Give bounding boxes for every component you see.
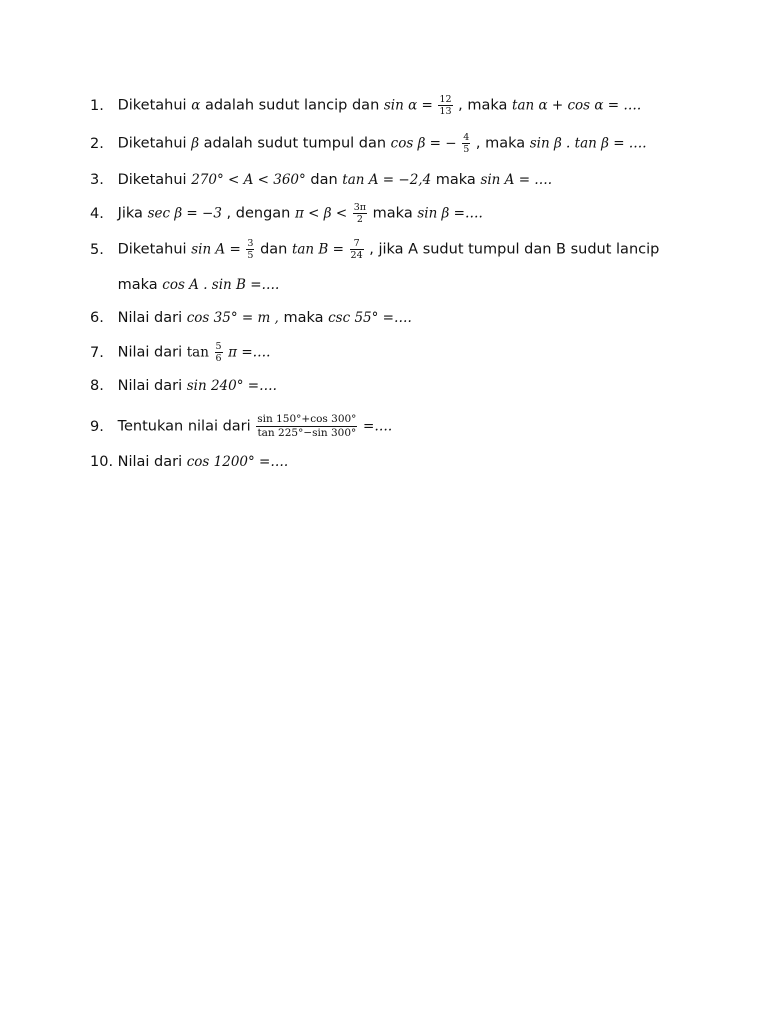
math-expression: α	[191, 97, 201, 114]
math-expression: sin 240° =….	[186, 378, 277, 394]
problem-text: Diketahui	[117, 172, 192, 188]
fraction	[350, 238, 364, 261]
math-expression: sin A =	[191, 241, 241, 258]
problem-text: maka	[435, 172, 481, 188]
problem-number: 8.	[90, 378, 104, 394]
problem-6	[90, 308, 710, 328]
math-expression: cos A . sin B =….	[162, 277, 280, 293]
fraction-numerator: 12	[439, 94, 452, 105]
fraction	[462, 132, 470, 155]
fraction	[215, 341, 223, 364]
problem-5-continuation	[90, 275, 710, 295]
math-expression: tan	[186, 344, 209, 361]
math-expression: sin α =	[383, 97, 433, 114]
problem-number: 10.	[90, 454, 114, 470]
math-expression: sin β =….	[417, 205, 483, 222]
problem-text: , dengan	[226, 205, 295, 222]
problem-2	[90, 132, 710, 155]
problem-text: Jika	[117, 205, 148, 222]
fraction-denominator: 2	[356, 214, 363, 225]
problem-number: 9.	[90, 418, 104, 435]
problem-number: 2.	[90, 135, 104, 152]
problem-text: Diketahui	[117, 135, 192, 152]
math-expression: β	[191, 135, 200, 152]
problem-text: Nilai dari	[117, 310, 187, 326]
math-expression: cos 1200° =….	[186, 454, 289, 470]
fraction-numerator: 4	[463, 132, 470, 143]
problem-text: dan	[260, 241, 292, 258]
problem-9	[90, 413, 710, 440]
fraction	[246, 238, 254, 261]
fraction	[353, 202, 367, 225]
problem-text: Diketahui	[117, 241, 192, 258]
fraction-numerator: 3	[247, 238, 254, 249]
problem-text: , maka	[458, 97, 513, 114]
problem-number: 1.	[90, 97, 104, 114]
fraction-denominator: 5	[247, 250, 254, 261]
fraction-numerator: 7	[350, 238, 364, 250]
math-expression: sin β . tan β = ….	[529, 135, 647, 152]
problem-text: adalah sudut tumpul dan	[203, 135, 391, 152]
problem-text: , jika A sudut tumpul dan B sudut lancip	[369, 241, 660, 258]
fraction-numerator: sin 150°+cos 300°	[257, 413, 357, 425]
math-expression: =….	[363, 418, 393, 435]
fraction	[256, 413, 357, 440]
problem-text: Nilai dari	[117, 378, 187, 394]
problem-text: dan	[310, 172, 343, 188]
problem-text: , maka	[475, 135, 530, 152]
fraction-denominator: tan 225°−sin 300°	[257, 427, 357, 439]
problem-text: Tentukan nilai dari	[117, 418, 256, 435]
problem-4	[90, 202, 710, 225]
math-expression: π =….	[228, 344, 271, 361]
fraction-denominator: 24	[350, 250, 363, 261]
fraction-denominator: 5	[463, 144, 470, 155]
math-expression: sin A = ….	[480, 172, 553, 188]
fraction-denominator: 13	[439, 106, 452, 117]
problem-number: 3.	[90, 172, 104, 188]
math-expression: tan B =	[291, 241, 344, 258]
problem-text: Nilai dari	[117, 454, 187, 470]
math-expression: 270° < A < 360°	[191, 172, 306, 188]
problem-text: Diketahui	[117, 97, 192, 114]
fraction-denominator: 6	[215, 353, 222, 364]
problem-8	[90, 376, 710, 396]
math-expression: cos β = −	[390, 135, 457, 152]
problem-number: 4.	[90, 205, 104, 222]
math-expression: tan α + cos α = ….	[512, 97, 642, 114]
problem-text: maka	[372, 205, 418, 222]
problem-number: 7.	[90, 344, 104, 361]
math-expression: sec β = −3	[147, 205, 222, 222]
problem-number: 6.	[90, 310, 104, 326]
problem-text: adalah sudut lancip dan	[204, 97, 384, 114]
fraction	[438, 94, 452, 117]
problem-7	[90, 341, 710, 364]
math-expression: cos 35° = m ,	[186, 310, 279, 326]
problem-number: 5.	[90, 241, 104, 258]
problem-text: maka	[283, 310, 329, 326]
fraction-numerator: 3π	[353, 202, 367, 213]
problem-text: maka	[117, 277, 163, 293]
math-expression: π < β <	[294, 205, 348, 222]
problem-text: Nilai dari	[117, 344, 187, 361]
math-expression: tan A = −2,4	[342, 172, 432, 188]
problem-10	[90, 452, 710, 472]
problem-5	[90, 238, 710, 261]
math-expression: csc 55° =….	[328, 310, 412, 326]
fraction-numerator: 5	[215, 341, 222, 352]
problem-3	[90, 170, 710, 190]
problem-1	[90, 94, 710, 117]
